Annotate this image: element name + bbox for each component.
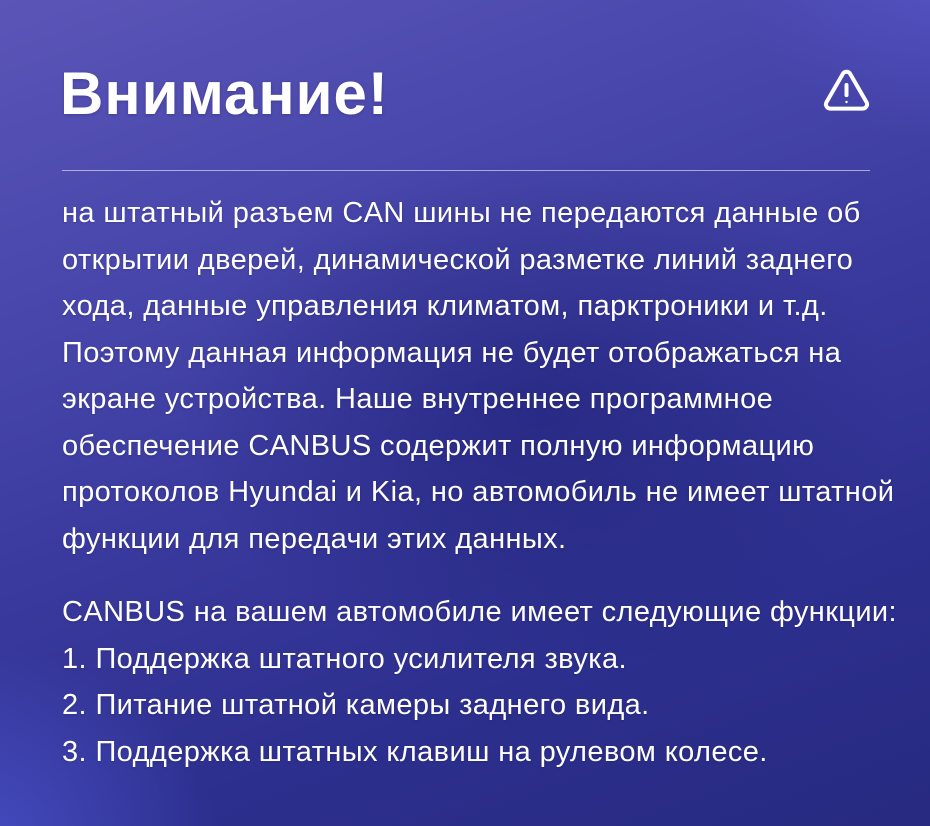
function-item: 2. Питание штатной камеры заднего вида.: [62, 689, 650, 721]
intro-line: Поэтому данная информация не будет отображаться на: [62, 336, 842, 369]
intro-paragraph: [62, 190, 910, 562]
functions-section: [62, 589, 910, 775]
intro-line: хода, данные управления климатом, парктроники и т.д.: [62, 290, 828, 322]
content: [62, 190, 910, 775]
intro-line: функции для передачи этих данных.: [62, 522, 567, 555]
functions-heading: CANBUS на вашем автомобиле имеет следующие функции:: [62, 596, 897, 628]
function-item: 1. Поддержка штатного усилителя звука.: [62, 642, 627, 675]
intro-line: экране устройства. Наше внутреннее программное: [62, 383, 774, 415]
intro-line: открытии дверей, динамической разметке линий заднего: [62, 243, 854, 276]
page-title: Внимание!: [60, 60, 389, 127]
intro-line: на штатный разъем CAN шины не передаются данные об: [62, 197, 861, 229]
warning-triangle-icon: [820, 65, 873, 120]
divider: [62, 170, 870, 171]
intro-line: протоколов Hyundai и Kia, но автомобиль не имеет штатной: [62, 476, 895, 508]
intro-line: обеспечение CANBUS содержит полную информацию: [62, 429, 815, 462]
function-item: 3. Поддержка штатных клавиш на рулевом колесе.: [62, 735, 768, 768]
